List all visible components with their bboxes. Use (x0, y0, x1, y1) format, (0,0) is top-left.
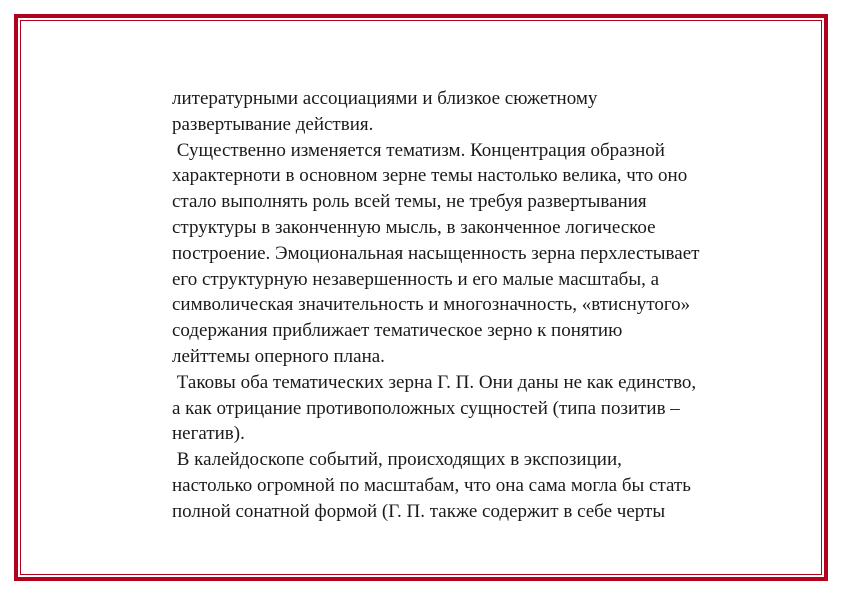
text-line: настолько огромной по масштабам, что она сама могла бы стать (172, 474, 691, 496)
text-line: построение. Эмоциональная насыщенность зерна перхлестывает (172, 242, 700, 264)
body-text (172, 86, 792, 525)
text-line: стало выполнять роль всей темы, не требуя развертывания (172, 191, 647, 213)
text-line: литературными ассоциациями и близкое сюжетному (172, 88, 598, 109)
text-line: содержания приближает тематическое зерно к понятию (172, 320, 623, 342)
text-line: негатив). (172, 423, 245, 445)
text-line: Существенно изменяется тематизм. Концентрация образной (172, 139, 665, 161)
text-line: Таковы оба тематических зерна Г. П. Они даны не как единство, (172, 371, 697, 393)
text-line: В калейдоскопе событий, происходящих в экспозиции, (172, 449, 622, 471)
text-line: символическая значительность и многозначность, «втиснутого» (172, 294, 691, 316)
text-line: развертывание действия. (172, 113, 374, 135)
text-line: структуры в законченную мысль, в законченное логическое (172, 216, 656, 238)
text-line: лейттемы оперного плана. (172, 345, 385, 367)
text-line: характерноти в основном зерне темы настолько велика, что оно (172, 165, 688, 187)
text-line: полной сонатной формой (Г. П. также содержит в себе черты (172, 500, 666, 522)
text-line: а как отрицание противоположных сущностей (типа позитив – (172, 397, 680, 419)
text-line: его структурную незавершенность и его малые масштабы, а (172, 268, 660, 290)
